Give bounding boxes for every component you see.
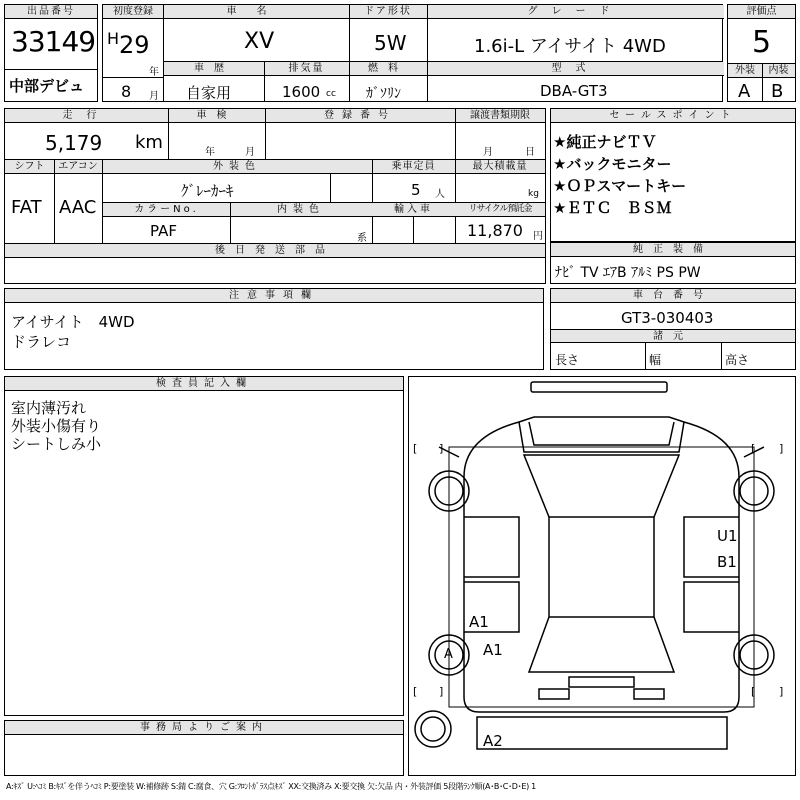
exterior-color: ｸﾞﾚｰｶｰｷ: [181, 182, 234, 200]
damage-mark-a2: A2: [483, 732, 503, 750]
interior-color-label: 内装色: [230, 203, 372, 217]
inspection-label: 車検: [168, 109, 265, 123]
car-outline-diagram: [409, 377, 795, 775]
capacity: 5: [411, 181, 421, 199]
lot-number: 33149: [11, 25, 96, 58]
inspection-month-unit: 月: [245, 147, 255, 158]
fuel: ｶﾞｿﾘﾝ: [366, 86, 401, 102]
svg-text:[: [: [413, 442, 418, 455]
mileage-label: 走行: [5, 109, 168, 123]
exterior-grade: A: [738, 81, 751, 102]
lot-number-box: [4, 4, 98, 102]
sales-point-2: ★バックモニター: [553, 155, 672, 173]
month-unit: 月: [149, 91, 159, 102]
capacity-unit: 人: [435, 189, 445, 200]
later-parts-label: 後日発送部品: [5, 244, 545, 258]
history: 自家用: [186, 84, 232, 102]
aircon: AAC: [59, 197, 97, 218]
recycle-deposit-unit: 円: [533, 231, 543, 242]
transfer-day-unit: 日: [525, 147, 535, 158]
shift: FAT: [11, 197, 42, 218]
exterior-grade-label: 外装: [728, 64, 762, 78]
svg-text:]: ]: [779, 442, 784, 455]
svg-text:[: [: [751, 442, 756, 455]
displacement-label: 排気量: [264, 62, 349, 76]
era-mark: H: [107, 29, 120, 48]
aircon-label: エアコン: [54, 160, 102, 174]
door-type: 5W: [374, 31, 407, 55]
vehicle-detail-grid: [4, 108, 546, 284]
length-label: 長さ: [555, 353, 580, 367]
inspector-line-3: シートしみ小: [11, 435, 102, 453]
width-label: 幅: [649, 353, 662, 367]
damage-mark-u1: U1: [717, 527, 738, 545]
car-spec-box: [163, 4, 723, 102]
legend-text: A:ｷｽﾞ U:ﾍｺﾐ B:ｷｽﾞを伴うﾍｺﾐ P:要塗装 W:補修跡 S:錆 C:腐食、穴 G:ﾌﾛﾝﾄｶﾞﾗｽ点ｷｽﾞ XX:交換済み X:要交換 欠:欠品 内・外装評価 5段階ﾗﾝｸ順(A･B･C･D･E) 1: [6, 782, 536, 791]
recycle-deposit-label: リサイクル預託金: [455, 203, 545, 217]
registration-month: 8: [121, 82, 132, 101]
year-unit: 年: [149, 67, 159, 78]
shift-label: シフト: [5, 160, 54, 174]
office-box: [4, 720, 404, 776]
grade: 1.6i-L アイサイト 4WD: [474, 36, 666, 57]
sales-point-1: ★純正ナビＴＶ: [553, 133, 657, 151]
damage-mark-a1-front: A1: [469, 613, 489, 631]
svg-text:]: ]: [439, 685, 444, 698]
equipment-label: 純正装備: [551, 243, 795, 257]
inspector-line-2: 外装小傷有り: [11, 417, 102, 435]
score-box: [727, 4, 796, 102]
interior-color-unit: 系: [357, 233, 367, 244]
damage-mark-a1-wheel: A1: [483, 641, 503, 659]
venue-name: 中部デビュ: [9, 77, 85, 95]
notes-label: 注意事項欄: [5, 289, 543, 303]
damage-mark-b1: B1: [717, 553, 737, 571]
displacement: 1600: [282, 83, 321, 101]
damage-mark-a-wheel: A: [444, 647, 453, 662]
svg-text:[: [: [751, 685, 756, 698]
note-line-1: アイサイト 4WD: [11, 313, 135, 331]
transfer-month-unit: 月: [483, 147, 493, 158]
car-name-label: 車名: [164, 5, 349, 19]
transfer-deadline-label: 譲渡書類期限: [455, 109, 545, 123]
svg-text:]: ]: [439, 442, 444, 455]
interior-grade: B: [771, 81, 784, 102]
door-label: ドア形状: [349, 5, 427, 19]
sales-point-4: ★ＥＴＣ ＢＳＭ: [553, 199, 672, 217]
model: DBA-GT3: [540, 82, 608, 100]
chassis-label: 車台番号: [551, 289, 795, 303]
max-load-label: 最大積載量: [455, 160, 545, 174]
interior-grade-label: 内装: [762, 64, 795, 78]
registration-year: 29: [119, 31, 150, 59]
color-number-label: カラーNo.: [103, 203, 230, 217]
recycle-deposit: 11,870: [467, 221, 523, 240]
history-label: 車歴: [164, 62, 264, 76]
model-label: 型式: [427, 62, 724, 76]
dimensions-label: 諸元: [551, 329, 795, 343]
mileage-unit: km: [135, 132, 163, 153]
fuel-label: 燃料: [349, 62, 427, 76]
score-label: 評価点: [728, 5, 795, 19]
overall-score: 5: [752, 25, 772, 60]
sales-points-label: セールスポイント: [551, 109, 795, 123]
car-name: XV: [244, 29, 275, 54]
lot-number-label: 出品番号: [5, 5, 97, 19]
height-label: 高さ: [725, 353, 750, 367]
svg-text:[: [: [413, 685, 418, 698]
max-load-unit: kg: [528, 189, 539, 199]
mileage: 5,179: [45, 131, 103, 155]
sales-point-3: ★ＯＰスマートキー: [553, 177, 687, 195]
sales-points-box: [550, 108, 796, 242]
chassis-number: GT3-030403: [621, 309, 714, 327]
first-registration-box: [102, 4, 164, 102]
notes-box: [4, 288, 544, 370]
grade-label: グレード: [427, 5, 724, 19]
inspector-line-1: 室内薄汚れ: [11, 399, 87, 417]
inspection-year-unit: 年: [205, 147, 215, 158]
exterior-color-label: 外装色: [102, 160, 372, 174]
registration-number-label: 登録番号: [265, 109, 455, 123]
damage-diagram-box: [408, 376, 796, 776]
note-line-2: ドラレコ: [11, 333, 72, 351]
equipment-box: [550, 242, 796, 284]
inspector-label: 検査員記入欄: [5, 377, 403, 391]
displacement-unit: cc: [326, 89, 336, 99]
svg-text:]: ]: [779, 685, 784, 698]
office-label: 事務局よりご案内: [5, 721, 403, 735]
capacity-label: 乗車定員: [372, 160, 455, 174]
chassis-box: [550, 288, 796, 370]
first-registration-label: 初度登録: [103, 5, 163, 19]
color-number: PAF: [150, 222, 177, 240]
import-label: 輸入車: [372, 203, 455, 217]
equipment-list: ﾅﾋﾞ TV ｴｱB ｱﾙﾐ PS PW: [555, 265, 701, 281]
inspector-box: [4, 376, 404, 716]
